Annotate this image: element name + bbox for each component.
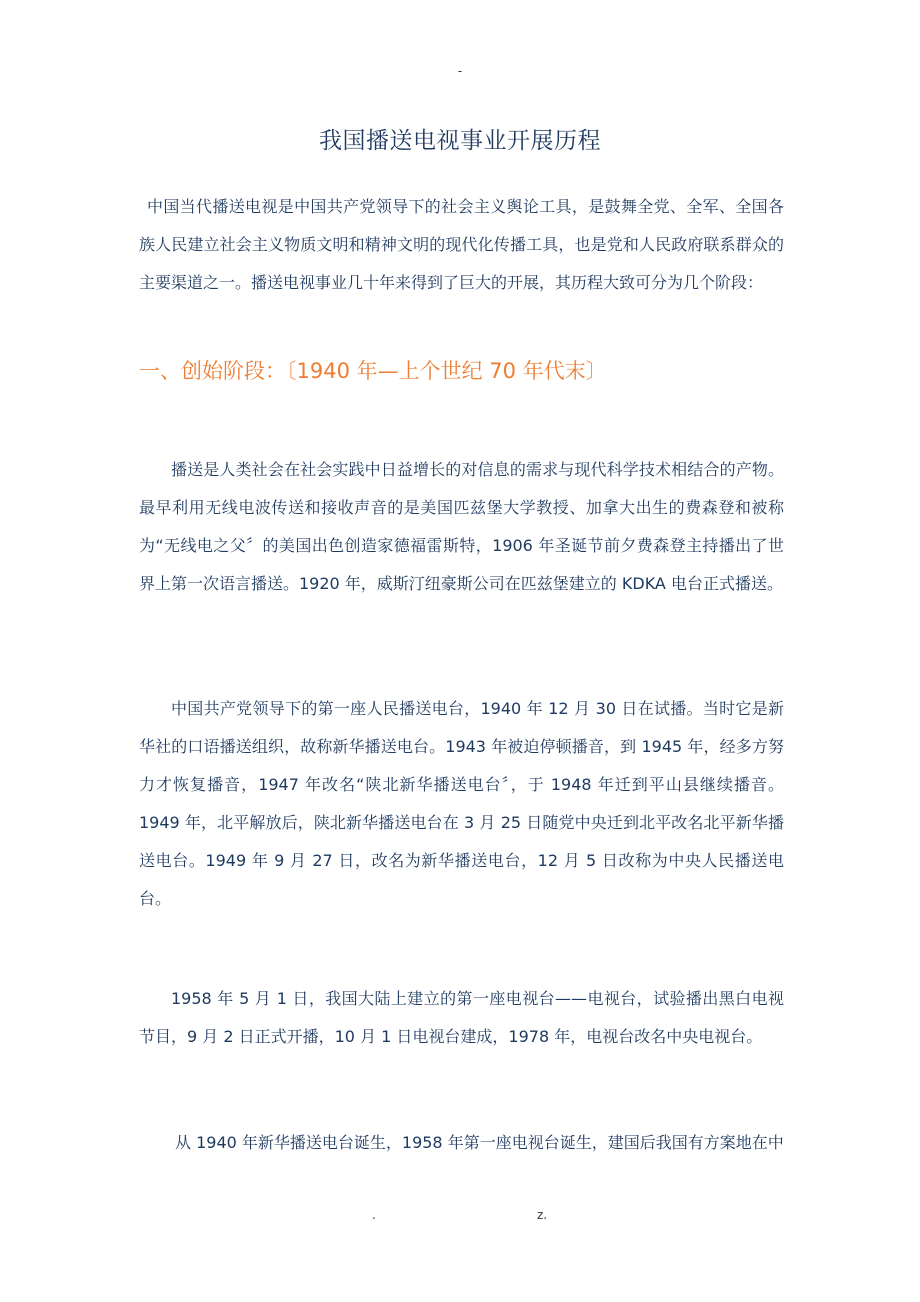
section-heading-1: 一、创始阶段：〔1940 年—上个世纪 70 年代末〕 bbox=[139, 359, 607, 383]
body-paragraph-1: 播送是人类社会在社会实践中日益增长的对信息的需求与现代科学技术相结合的产物。最早利用无线电波传送和接收声音的是美国匹兹堡大学教授、加拿大出生的费森登和被称为“无线电之父〞的美国出色创造家德福雷斯特，1906 年圣诞节前夕费森登主持播出了世界上第一次语言播送。1920 年，威斯汀纽豪斯公司在匹兹堡建立的 KDKA 电台正式播送。 bbox=[139, 460, 784, 593]
footer-mark-left: . bbox=[372, 1208, 376, 1222]
footer-mark-right: z. bbox=[537, 1208, 548, 1222]
header-mark: - bbox=[457, 64, 463, 78]
body-paragraph-2: 中国共产党领导下的第一座人民播送电台，1940 年 12 月 30 日在试播。当时它是新华社的口语播送组织，故称新华播送电台。1943 年被迫停顿播音，到 1945 年，经多方努力才恢复播音，1947 年改名“陕北新华播送电台〞，于 1948 年迁到平山县继续播音。1949 年，北平解放后，陕北新华播送电台在 3 月 25 日随党中央迁到北平改名北平新华播送电台。1949 年 9 月 27 日，改名为新华播送电台，12 月 5 日改称为中央人民播送电台。 bbox=[139, 699, 784, 908]
body-paragraph-3: 1958 年 5 月 1 日，我国大陆上建立的第一座电视台——电视台，试验播出黑白电视节目，9 月 2 日正式开播，10 月 1 日电视台建成，1978 年，电视台改名中央电视台。 bbox=[139, 989, 784, 1046]
intro-paragraph: 中国当代播送电视是中国共产党领导下的社会主义舆论工具，是鼓舞全党、全军、全国各族人民建立社会主义物质文明和精神文明的现代化传播工具，也是党和人民政府联系群众的主要渠道之一。播送电视事业几十年来得到了巨大的开展，其历程大致可分为几个阶段： bbox=[139, 197, 784, 292]
body-paragraph-4: 从 1940 年新华播送电台诞生，1958 年第一座电视台诞生，建国后我国有方案地在中 bbox=[175, 1133, 784, 1152]
document-title: 我国播送电视事业开展历程 bbox=[319, 128, 601, 154]
